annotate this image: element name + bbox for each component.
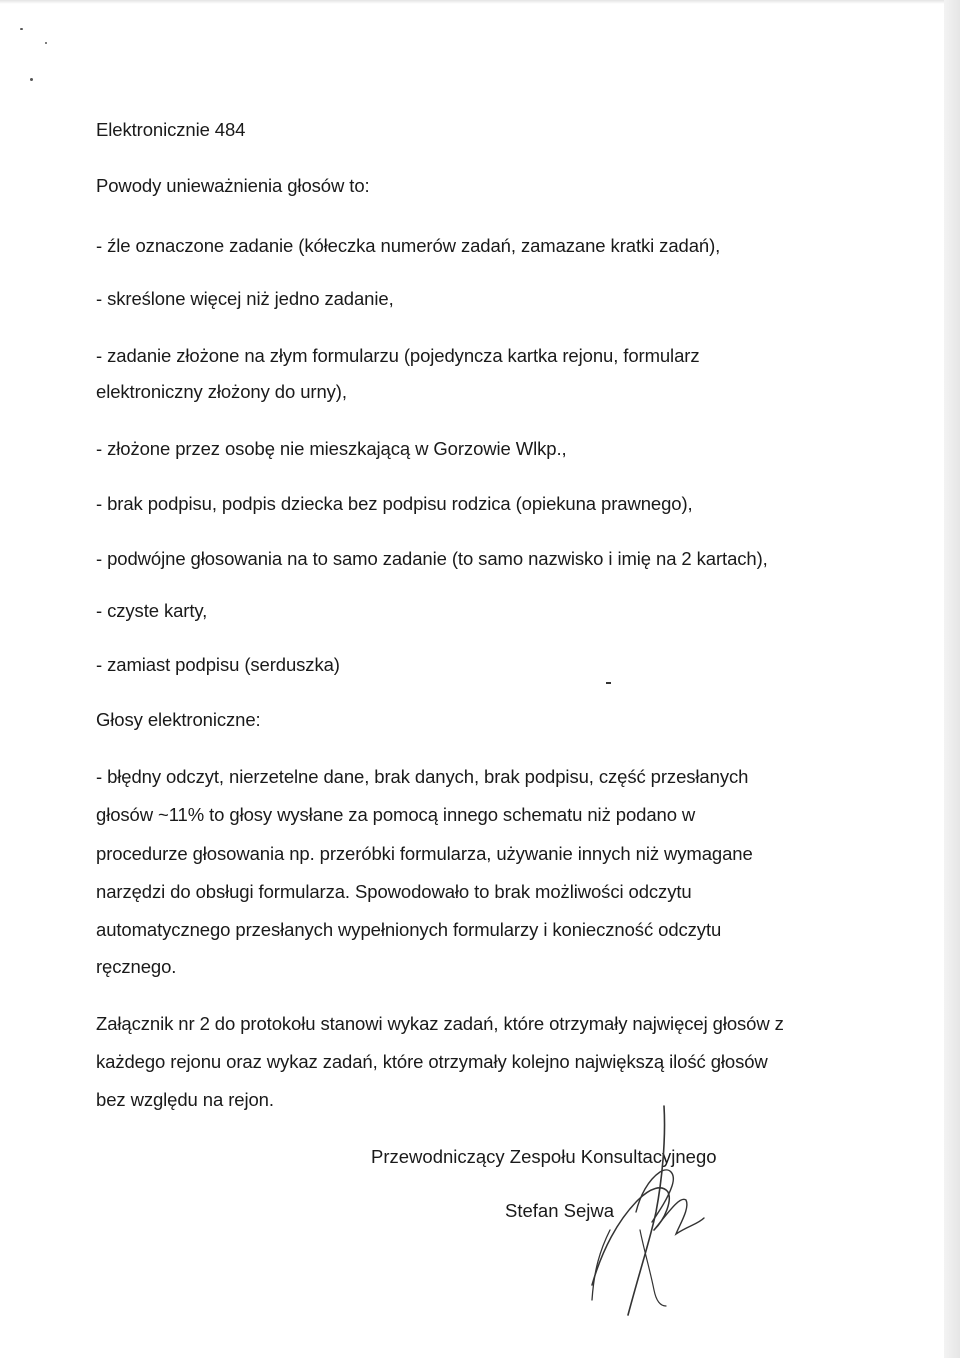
electronic-line: automatycznego przesłanych wypełnionych formularzy i konieczność odczytu (96, 919, 722, 940)
electronic-line: - błędny odczyt, nierzetelne dane, brak danych, brak podpisu, część przesłanych (96, 766, 749, 787)
reason-item: - podwójne głosowania na to samo zadanie (to samo nazwisko i imię na 2 kartach), (96, 548, 768, 569)
reason-item: - zadanie złożone na złym formularzu (pojedyncza kartka rejonu, formularz (96, 345, 700, 366)
reason-item: - czyste karty, (96, 600, 208, 621)
reason-item: - zamiast podpisu (serduszka) (96, 654, 340, 675)
scan-right-edge (944, 0, 960, 1358)
reason-item: - złożone przez osobę nie mieszkającą w Gorzowie Wlkp., (96, 438, 567, 459)
electronic-heading: Głosy elektroniczne: (96, 709, 261, 730)
signature-title: Przewodniczący Zespołu Konsultacyjnego (371, 1146, 717, 1167)
attachment-line: bez względu na rejon. (96, 1089, 274, 1110)
electronic-line: ręcznego. (96, 956, 177, 977)
scan-speck (45, 42, 47, 44)
document-heading: Elektronicznie 484 (96, 119, 246, 140)
reasons-intro: Powody unieważnienia głosów to: (96, 175, 370, 196)
electronic-line: narzędzi do obsługi formularza. Spowodowało to brak możliwości odczytu (96, 881, 692, 902)
reason-item-continuation: elektroniczny złożony do urny), (96, 381, 347, 402)
stray-mark (606, 682, 611, 684)
electronic-line: procedurze głosowania np. przeróbki formularza, używanie innych niż wymagane (96, 843, 753, 864)
attachment-line: Załącznik nr 2 do protokołu stanowi wykaz zadań, które otrzymały najwięcej głosów z (96, 1013, 784, 1034)
electronic-line: głosów ~11% to głosy wysłane za pomocą innego schematu niż podano w (96, 804, 696, 825)
handwritten-signature (580, 1100, 720, 1330)
reason-item: - skreślone więcej niż jedno zadanie, (96, 288, 394, 309)
scan-speck (20, 28, 23, 30)
reason-item: - źle oznaczone zadanie (kółeczka numerów zadań, zamazane kratki zadań), (96, 235, 721, 256)
scan-speck (30, 78, 33, 81)
reason-item: - brak podpisu, podpis dziecka bez podpisu rodzica (opiekuna prawnego), (96, 493, 693, 514)
signature-name: Stefan Sejwa (505, 1200, 615, 1221)
scan-top-edge (0, 0, 960, 4)
attachment-line: każdego rejonu oraz wykaz zadań, które otrzymały kolejno największą ilość głosów (96, 1051, 768, 1072)
